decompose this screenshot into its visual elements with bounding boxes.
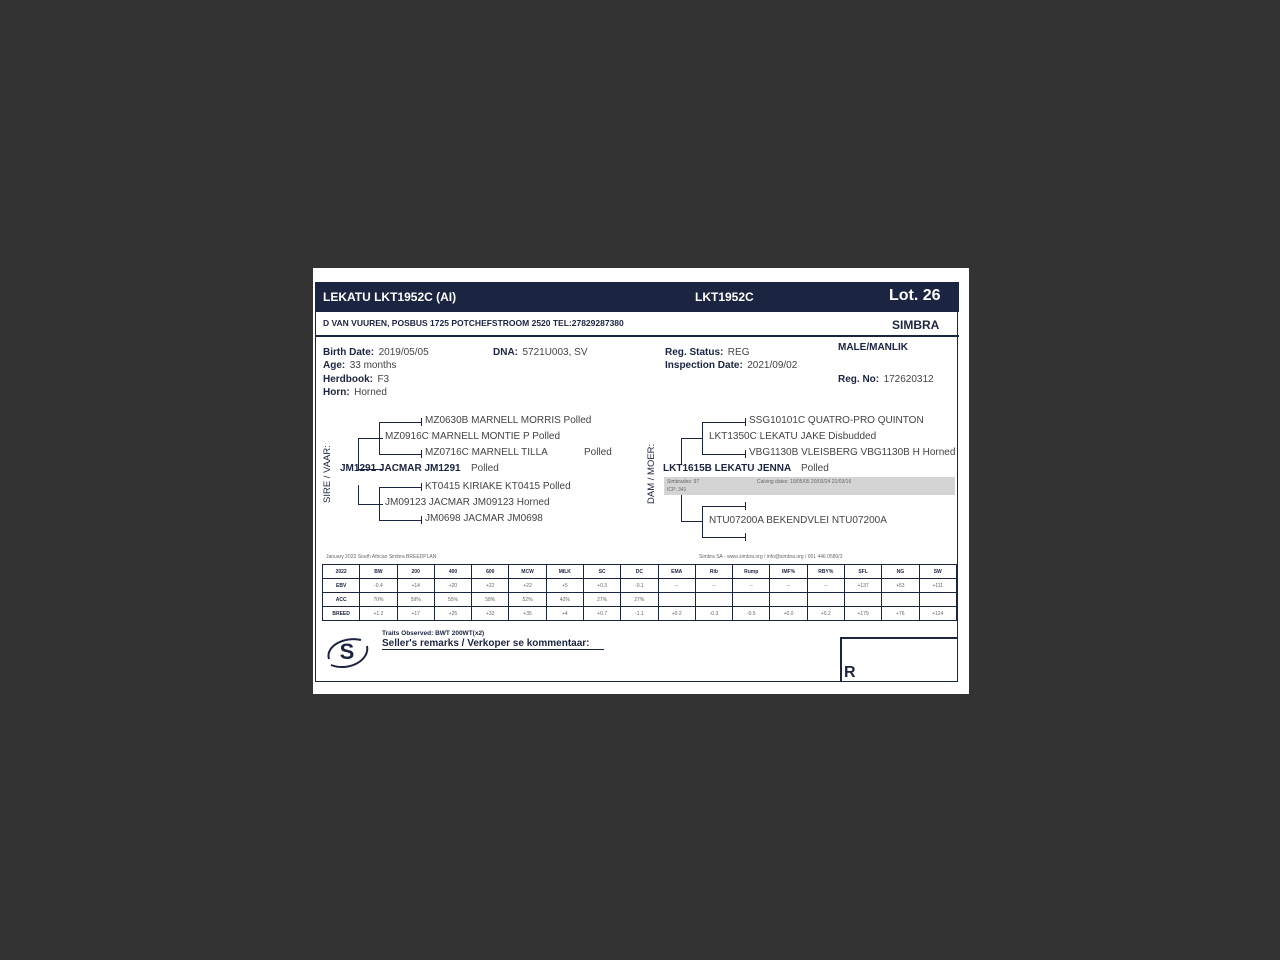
ebv-table	[322, 564, 957, 621]
ebv-cell: -0.4	[360, 579, 397, 593]
animal-id: LKT1952C	[695, 290, 754, 304]
ebv-header-cell: 200	[397, 565, 434, 579]
sellers-remarks: Seller's remarks / Verkoper se kommentaar:	[382, 638, 604, 650]
ebv-cell: +14	[397, 579, 434, 593]
ebv-header-cell: NG	[882, 565, 919, 579]
ebv-header-cell: Rib	[695, 565, 732, 579]
ebv-cell: +0.0	[770, 607, 807, 621]
ebv-header-cell: 2022	[323, 565, 360, 579]
ebv-header-cell: 600	[472, 565, 509, 579]
ebv-header-cell: SC	[583, 565, 620, 579]
ebv-cell: --	[770, 579, 807, 593]
contact-note: Simbra SA - www.simbra.org / info@simbra.org / 051 446 0580/2	[699, 554, 843, 560]
ebv-cell: +124	[919, 607, 957, 621]
calving-dates: Calving dates: 19/05/05 20/03/24 21/03/16	[757, 479, 852, 485]
sire-horn: Polled	[471, 463, 499, 474]
ebv-cell: +137	[844, 579, 881, 593]
price-line[interactable]	[858, 681, 958, 682]
animal-name: LEKATU LKT1952C (AI)	[323, 290, 457, 304]
ebv-cell: +4	[546, 607, 583, 621]
logo-letter: S	[339, 639, 355, 664]
dam-performance-box	[664, 477, 955, 495]
simbra-logo	[323, 632, 371, 672]
ebv-cell: --	[807, 579, 844, 593]
ebv-row-label: BREED	[323, 607, 360, 621]
ebv-cell: 27%	[621, 593, 658, 607]
ebv-cell: 70%	[360, 593, 397, 607]
ebv-cell: --	[695, 579, 732, 593]
horn-row: Horn: Horned	[323, 387, 387, 398]
ebv-cell	[919, 593, 957, 607]
ebv-cell: +17	[397, 607, 434, 621]
sire-dam-dam: JM0698 JACMAR JM0698	[425, 513, 543, 524]
ebv-cell: +22	[472, 579, 509, 593]
dam-sire-dam: VBG1130B VLEISBERG VBG1130B H Horned	[749, 447, 956, 458]
ebv-cell: +35	[509, 607, 546, 621]
sire-sire-dam: MZ0716C MARNELL TILLA	[425, 447, 548, 458]
ebv-cell: +22	[509, 579, 546, 593]
icp: ICP: 341	[667, 487, 687, 493]
ebv-header-cell: BW	[360, 565, 397, 579]
ebv-cell: +0.2	[658, 607, 695, 621]
reg-no-row: Reg. No: 172620312	[838, 374, 934, 385]
ebv-header-cell: SW	[919, 565, 957, 579]
ebv-cell: -1.1	[621, 607, 658, 621]
breed: SIMBRA	[892, 318, 940, 332]
owner-address: D VAN VUUREN, POSBUS 1725 POTCHEFSTROOM 2520 TEL:27829287380	[323, 318, 624, 328]
sire-sire: MZ0916C MARNELL MONTIE P Polled	[385, 431, 561, 442]
ebv-cell: 42%	[546, 593, 583, 607]
birth-date-row: Birth Date: 2019/05/05	[323, 347, 429, 358]
ebv-row-label: EBV	[323, 579, 360, 593]
reg-status-row: Reg. Status: REG	[665, 347, 750, 358]
ebv-cell: +0.2	[807, 607, 844, 621]
dam-dam: NTU07200A BEKENDVLEI NTU07200A	[709, 515, 887, 526]
ebv-cell: +0.7	[583, 607, 620, 621]
lot-card	[313, 268, 969, 694]
age-row: Age: 33 months	[323, 360, 397, 371]
ebv-cell: -0.1	[621, 579, 658, 593]
ebv-cell	[695, 593, 732, 607]
ebv-cell: 27%	[583, 593, 620, 607]
ebv-header-cell: RBY%	[807, 565, 844, 579]
sire-name: JM1291 JACMAR JM1291	[340, 463, 461, 474]
ebv-cell	[844, 593, 881, 607]
ebv-cell: -0.5	[733, 607, 770, 621]
title-bar	[315, 282, 959, 312]
ebv-cell: --	[658, 579, 695, 593]
ebv-cell: +53	[882, 579, 919, 593]
sire-dam: JM09123 JACMAR JM09123 Horned	[385, 497, 550, 508]
ebv-cell: --	[733, 579, 770, 593]
ebv-cell: +20	[434, 579, 471, 593]
sire-side-label: SIRE / VAAR:	[322, 445, 333, 503]
sire-dam-sire: KT0415 KIRIAKE KT0415 Polled	[425, 481, 571, 492]
dam-name: LKT1615B LEKATU JENNA	[663, 463, 792, 474]
ebv-cell: +32	[472, 607, 509, 621]
ebv-header-cell: SFL	[844, 565, 881, 579]
ebv-cell: +5	[546, 579, 583, 593]
ebv-cell	[770, 593, 807, 607]
divider	[315, 335, 959, 337]
price-prefix: R	[844, 664, 856, 681]
ebv-header-cell: MILK	[546, 565, 583, 579]
inspection-row: Inspection Date: 2021/09/02	[665, 360, 798, 371]
ebv-cell: +0.3	[583, 579, 620, 593]
breedplan-note: January 2022 South African Simbra BREEDPLAN	[326, 554, 437, 560]
ebv-header-cell: EMA	[658, 565, 695, 579]
herdbook-row: Herdbook: F3	[323, 374, 390, 385]
ebv-row-label: ACC	[323, 593, 360, 607]
ebv-header-cell: DC	[621, 565, 658, 579]
ebv-cell: +25	[434, 607, 471, 621]
ebv-cell: +179	[844, 607, 881, 621]
dam-side-label: DAM / MOER:	[646, 443, 657, 504]
simbrades: Simbrades: 97	[667, 479, 700, 485]
dam-sire-sire: SSG10101C QUATRO-PRO QUINTON	[749, 415, 924, 426]
ebv-row	[323, 607, 957, 621]
ebv-cell: -0.3	[695, 607, 732, 621]
ebv-cell: +111	[919, 579, 957, 593]
ebv-cell	[658, 593, 695, 607]
ebv-row	[323, 579, 957, 593]
ebv-cell: +1.2	[360, 607, 397, 621]
ebv-cell	[733, 593, 770, 607]
ebv-cell	[807, 593, 844, 607]
ebv-cell: 58%	[472, 593, 509, 607]
dam-horn: Polled	[801, 463, 829, 474]
ebv-cell: 59%	[397, 593, 434, 607]
ebv-header-row	[323, 565, 957, 579]
ebv-cell	[882, 593, 919, 607]
ebv-cell: +76	[882, 607, 919, 621]
sire-sire-dam-horn: Polled	[584, 447, 612, 458]
ebv-header-cell: Rump	[733, 565, 770, 579]
dna-row: DNA: 5721U003, SV	[493, 347, 588, 358]
lot-number: Lot. 26	[889, 287, 941, 304]
ebv-cell: 52%	[509, 593, 546, 607]
ebv-header-cell: MCW	[509, 565, 546, 579]
ebv-cell: 55%	[434, 593, 471, 607]
dam-sire: LKT1350C LEKATU JAKE Disbudded	[709, 431, 877, 442]
ebv-row	[323, 593, 957, 607]
sire-sire-sire: MZ0630B MARNELL MORRIS Polled	[425, 415, 592, 426]
ebv-header-cell: 400	[434, 565, 471, 579]
ebv-header-cell: IMF%	[770, 565, 807, 579]
sex: MALE/MANLIK	[838, 342, 908, 353]
traits-observed: Traits Observed: BWT 200WT(x2)	[382, 630, 485, 637]
